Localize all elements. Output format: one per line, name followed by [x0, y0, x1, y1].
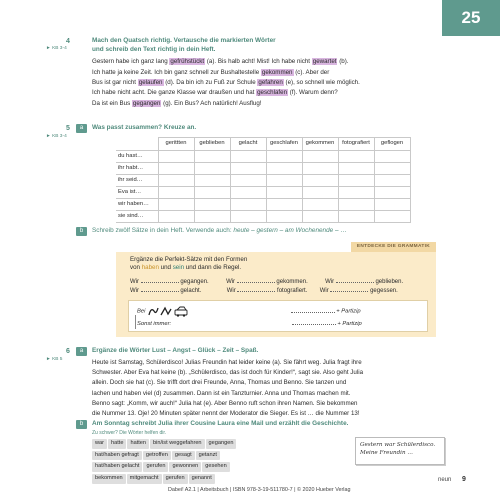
- checkbox-cell[interactable]: [302, 175, 338, 187]
- text-line: Gestern habe ich ganz lang gefrühstückt (a). Bis halb acht! Mist! Ich habe nicht gewartet (b).: [92, 58, 349, 66]
- kb-reference: ► KB 5: [46, 357, 63, 362]
- checkbox-cell[interactable]: [158, 163, 194, 175]
- blank-field[interactable]: [291, 308, 335, 313]
- checkbox-cell[interactable]: [194, 175, 230, 187]
- blank-field[interactable]: [237, 278, 275, 283]
- text-line: lachen und haben viel (d) zusammen. Dann ist ein Tanzturnier. Anna und Thomas machen mit.: [92, 389, 351, 397]
- exercise-number: 5: [66, 125, 70, 132]
- row-label: wir haben…: [116, 199, 158, 211]
- sub-exercise-label: b: [76, 227, 87, 236]
- row-label: du hast…: [116, 151, 158, 163]
- table-row: [116, 187, 410, 199]
- rule-bei-row: Bei + Partizip: [137, 305, 361, 317]
- word-chip: gesehen: [202, 462, 229, 472]
- word-chip: hat/haben gelacht: [92, 462, 142, 472]
- blank-field[interactable]: [237, 287, 275, 292]
- checkbox-cell[interactable]: [302, 199, 338, 211]
- checkbox-cell[interactable]: [266, 199, 302, 211]
- exercise-title: Ergänze die Wörter Lust – Angst – Glück – Zeit – Spaß.: [92, 347, 259, 354]
- highlighted-word: gefahren: [258, 79, 283, 86]
- word-chip: gerufen: [163, 474, 188, 484]
- exercise-number: 4: [66, 38, 70, 45]
- text-line: Ich hatte ja keine Zeit. Ich bin ganz schnell zur Bushaltestelle gekommen (c). Aber der: [92, 68, 330, 76]
- checkbox-cell[interactable]: [194, 151, 230, 163]
- grammar-box: [116, 244, 436, 337]
- checkbox-cell[interactable]: [230, 199, 266, 211]
- exercise-text: [92, 58, 440, 108]
- checkbox-cell[interactable]: [158, 187, 194, 199]
- page-number-badge: 25: [442, 0, 500, 36]
- column-header: fotografiert: [338, 138, 374, 151]
- kb-reference: ► KB 3-4: [46, 134, 67, 139]
- checkbox-cell[interactable]: [374, 187, 410, 199]
- checkbox-cell[interactable]: [338, 151, 374, 163]
- word-chip: war: [92, 439, 107, 449]
- exercise-instruction: Schreib zwölf Sätze in dein Heft. Verwende auch: heute – gestern – am Wochenende – …: [92, 227, 347, 234]
- sub-exercise-label: a: [76, 124, 87, 133]
- word-chip: hatten: [127, 439, 149, 449]
- checkbox-cell[interactable]: [158, 211, 194, 223]
- text-line: Ich habe nicht acht. Die ganze Klasse war draußen und hat geschlafen (f). Warum denn?: [92, 89, 338, 97]
- column-header: gelacht: [230, 138, 266, 151]
- checkbox-cell[interactable]: [338, 211, 374, 223]
- highlighted-word: geschlafen: [257, 89, 288, 97]
- checkbox-cell[interactable]: [194, 187, 230, 199]
- exercise-title: Mach den Quatsch richtig. Vertausche die markierten Wörter: [92, 37, 276, 44]
- hint-text: Zu schwer? Die Wörter helfen dir.: [92, 429, 167, 436]
- text-line: die Nummer 13. Oje! 20 Minuten später nennt der Moderator die Sieger. Es ist … die Nummer 13!: [92, 410, 360, 418]
- checkbox-cell[interactable]: [338, 187, 374, 199]
- checkbox-cell[interactable]: [230, 163, 266, 175]
- column-header: gerittten: [158, 138, 194, 151]
- grammar-row: Wir gelacht. Wir fotografiert. Wir gegessen.: [130, 288, 398, 294]
- highlighted-word: gewartet: [312, 58, 337, 66]
- rule-sonst-row: Sonst immer: + Partizip: [137, 321, 362, 327]
- checkbox-cell[interactable]: [194, 211, 230, 223]
- word-chip: mitgemacht: [127, 474, 162, 484]
- table-row: [116, 199, 410, 211]
- word-chip: bekommen: [92, 474, 126, 484]
- rule-bracket: [135, 315, 136, 329]
- sub-exercise-label: a: [76, 347, 87, 356]
- checkbox-cell[interactable]: [374, 163, 410, 175]
- checkbox-cell[interactable]: [194, 199, 230, 211]
- rule-box: [128, 300, 428, 332]
- matching-table: [116, 137, 411, 223]
- checkbox-cell[interactable]: [266, 151, 302, 163]
- checkbox-cell[interactable]: [230, 151, 266, 163]
- column-header: geflogen: [374, 138, 410, 151]
- word-chip: gesagt: [172, 451, 195, 461]
- example-note: Gestern war Schülerdisco. Meine Freundin …: [355, 437, 445, 465]
- checkbox-cell[interactable]: [302, 211, 338, 223]
- word-chip: hat/haben gefragt: [92, 451, 142, 461]
- blank-field[interactable]: [141, 278, 179, 283]
- word-chip: hatte: [108, 439, 126, 449]
- checkbox-cell[interactable]: [302, 151, 338, 163]
- page-word: neun: [438, 477, 452, 483]
- exercise-number: 6: [66, 348, 70, 355]
- table-row: [116, 175, 410, 187]
- checkbox-cell[interactable]: [266, 163, 302, 175]
- table-row: [116, 163, 410, 175]
- checkbox-cell[interactable]: [266, 211, 302, 223]
- highlighted-word: gekommen: [261, 68, 293, 76]
- exercise-4: [46, 37, 440, 108]
- exercise-title-line2: und schreib den Text richtig in dein Heft.: [92, 45, 216, 53]
- table-row: [116, 211, 410, 223]
- exercise-5a: [46, 124, 440, 139]
- movement-icons: [147, 305, 189, 317]
- grammar-row: Wir gegangen. Wir gekommen. Wir geblieben.: [130, 279, 404, 285]
- checkbox-cell[interactable]: [230, 211, 266, 223]
- column-header: geschlafen: [266, 138, 302, 151]
- table-row: [116, 151, 410, 163]
- highlighted-word: gefrühstückt: [170, 58, 205, 66]
- checkbox-cell[interactable]: [158, 151, 194, 163]
- table-corner: [116, 138, 158, 151]
- text-line: Schwester. Aber Eva hat keine (b). „Schülerdisco, das ist doch für Kinder!“, sagt sie. Also geht Julia: [92, 369, 364, 376]
- blank-field[interactable]: [330, 287, 368, 292]
- exercise-title: Was passt zusammen? Kreuze an.: [92, 124, 197, 131]
- column-header: gekommen: [302, 138, 338, 151]
- table-header-row: [116, 138, 410, 151]
- checkbox-cell[interactable]: [338, 163, 374, 175]
- footer-imprint: Dabei! A2.1 | Arbeitsbuch | ISBN 978-3-19-511780-7 | © 2020 Hueber Verlag: [168, 487, 351, 493]
- checkbox-cell[interactable]: [158, 175, 194, 187]
- checkbox-cell[interactable]: [302, 163, 338, 175]
- text-line: Da ist ein Bus gegangen (g). Ein Bus? Ach natürlich! Ausflug!: [92, 99, 262, 107]
- word-chip: gerufen: [143, 462, 168, 472]
- checkbox-cell[interactable]: [338, 175, 374, 187]
- text-line: Heute ist Samstag, Schülerdisco! Julias Freundin hat leider keine (a). Sie fährt weg. Julia fragt ihre: [92, 358, 362, 366]
- row-label: ihr habt…: [116, 163, 158, 175]
- word-chip: bin/ist weggefahren: [150, 439, 205, 449]
- word-chip: genannt: [189, 474, 215, 484]
- grammar-title: Ergänze die Perfekt-Sätze mit den Formen von haben und sein und dann die Regel.: [130, 256, 248, 272]
- highlighted-word: gelaufen: [138, 79, 163, 86]
- exercise-text: [92, 359, 440, 419]
- column-header: geblieben: [194, 138, 230, 151]
- word-chip: getroffen: [143, 451, 171, 461]
- checkbox-cell[interactable]: [374, 175, 410, 187]
- sub-exercise-label: b: [76, 420, 87, 429]
- text-line: Bus ist gar nicht gelaufen (d). Da bin ich zu Fuß zur Schule gefahren (e), so schnell wie möglich.: [92, 79, 360, 86]
- word-chips: [92, 439, 352, 485]
- kb-reference: ► KB 3-4: [46, 46, 67, 51]
- row-label: ihr seid…: [116, 175, 158, 187]
- exercise-6a: [46, 347, 440, 419]
- exercise-title: Am Sonntag schreibt Julia ihrer Cousine Laura eine Mail und erzählt die Geschichte.: [92, 420, 349, 427]
- blank-field[interactable]: [336, 278, 374, 283]
- word-chip: gegangen: [206, 439, 237, 449]
- checkbox-cell[interactable]: [374, 211, 410, 223]
- checkbox-cell[interactable]: [266, 175, 302, 187]
- highlighted-word: gegangen: [132, 99, 161, 107]
- checkbox-cell[interactable]: [374, 151, 410, 163]
- blank-field[interactable]: [141, 287, 179, 292]
- text-line: allein. Doch sie hat (c). Sie trifft dort drei Freunde, Anna, Thomas und Benno. Sie tanzen und: [92, 379, 347, 387]
- blank-field[interactable]: [292, 320, 336, 325]
- checkbox-cell[interactable]: [266, 187, 302, 199]
- checkbox-cell[interactable]: [374, 199, 410, 211]
- page-digit: 9: [462, 476, 466, 483]
- checkbox-cell[interactable]: [338, 199, 374, 211]
- row-label: Eva ist…: [116, 187, 158, 199]
- word-chip: gewonnen: [169, 462, 201, 472]
- checkbox-cell[interactable]: [230, 187, 266, 199]
- row-label: sie sind…: [116, 211, 158, 223]
- checkbox-cell[interactable]: [158, 199, 194, 211]
- checkbox-cell[interactable]: [194, 163, 230, 175]
- grammar-tag: ENTDECKE DIE GRAMMATIK: [351, 242, 436, 252]
- checkbox-cell[interactable]: [230, 175, 266, 187]
- word-chip: getanzt: [196, 451, 220, 461]
- text-line: Benno sagt: „Komm, wir auch!“ Julia hat (e). Aber Benno ruft schon ihren Namen. Sie bekommen: [92, 400, 358, 408]
- checkbox-cell[interactable]: [302, 187, 338, 199]
- exercise-5b: [79, 227, 440, 236]
